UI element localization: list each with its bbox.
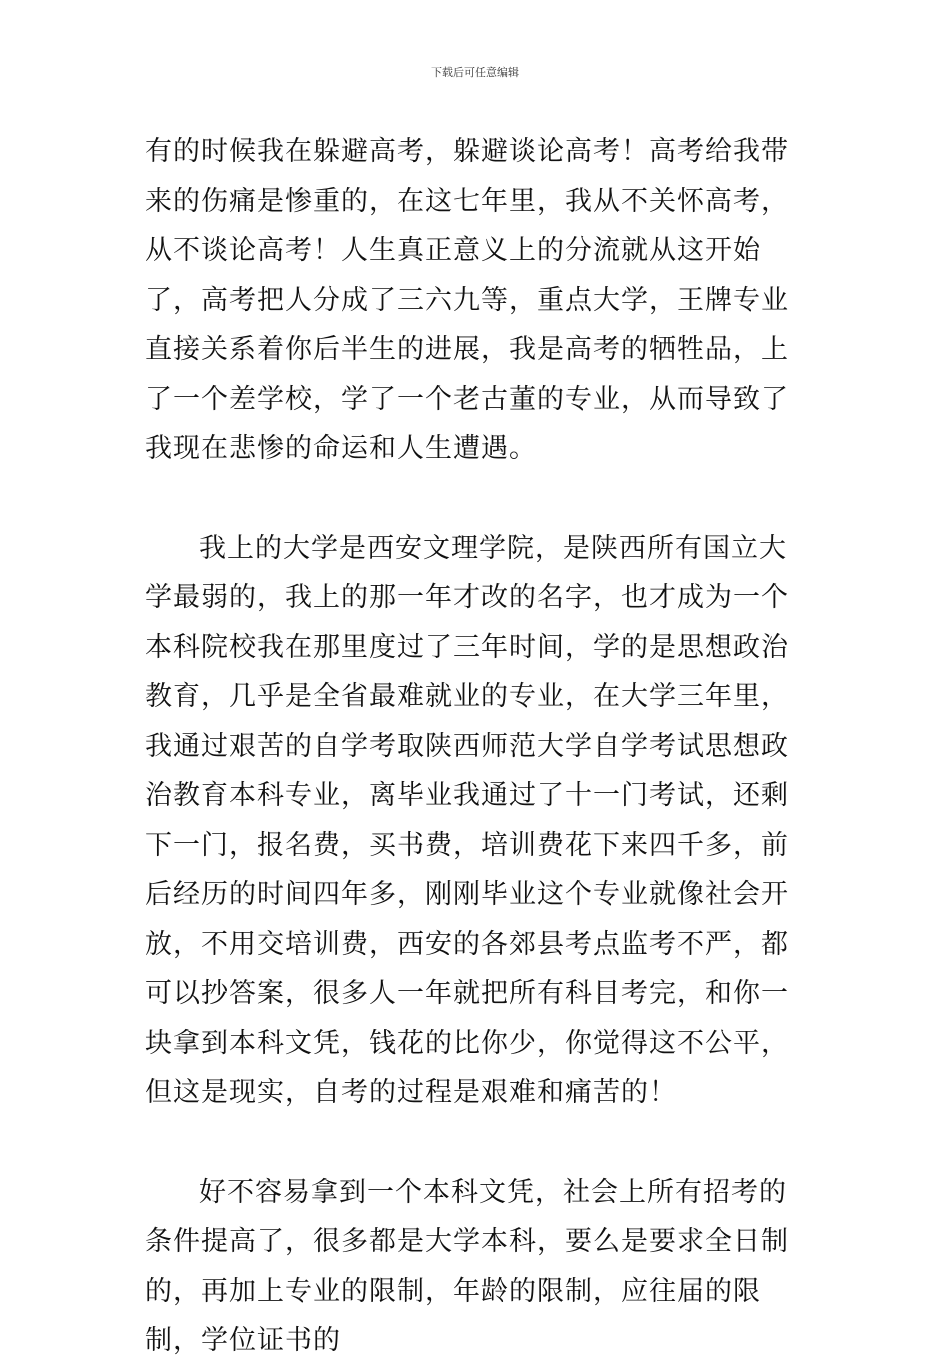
paragraph-3: 好不容易拿到一个本科文凭，社会上所有招考的条件提高了，很多都是大学本科，要么是要求全日制的，再加上专业的限制，年龄的限制，应往届的限制，学位证书的 <box>145 1176 789 1356</box>
paragraph-2: 我上的大学是西安文理学院，是陕西所有国立大学最弱的，我上的那一年才改的名字，也才成为一个本科院校我在那里度过了三年时间，学的是思想政治教育，几乎是全省最难就业的专业，在大学三年里，我通过艰苦的自学考取陕西师范大学自学考试思想政治教育本科专业，离毕业我通过了十一门考试，还剩下一门，报名费，买书费，培训费花下来四千多，前后经历的时间四年多，刚刚毕业这个专业就像社会开放，不用交培训费，西安的各郊县考点监考不严，都可以抄答案，很多人一年就把所有科目考完，和你一块拿到本科文凭，钱花的比你少，你觉得这不公平，但这是现实，自考的过程是艰难和痛苦的！ <box>145 532 789 1108</box>
page-header: 下载后可任意编辑 <box>431 66 519 79</box>
document-body <box>145 127 810 1366</box>
paragraph-1: 有的时候我在躲避高考，躲避谈论高考！高考给我带来的伤痛是惨重的，在这七年里，我从不关怀高考，从不谈论高考！人生真正意义上的分流就从这开始了，高考把人分成了三六九等，重点大学，王牌专业直接关系着你后半生的进展，我是高考的牺牲品，上了一个差学校，学了一个老古董的专业，从而导致了我现在悲惨的命运和人生遭遇。 <box>145 136 789 464</box>
